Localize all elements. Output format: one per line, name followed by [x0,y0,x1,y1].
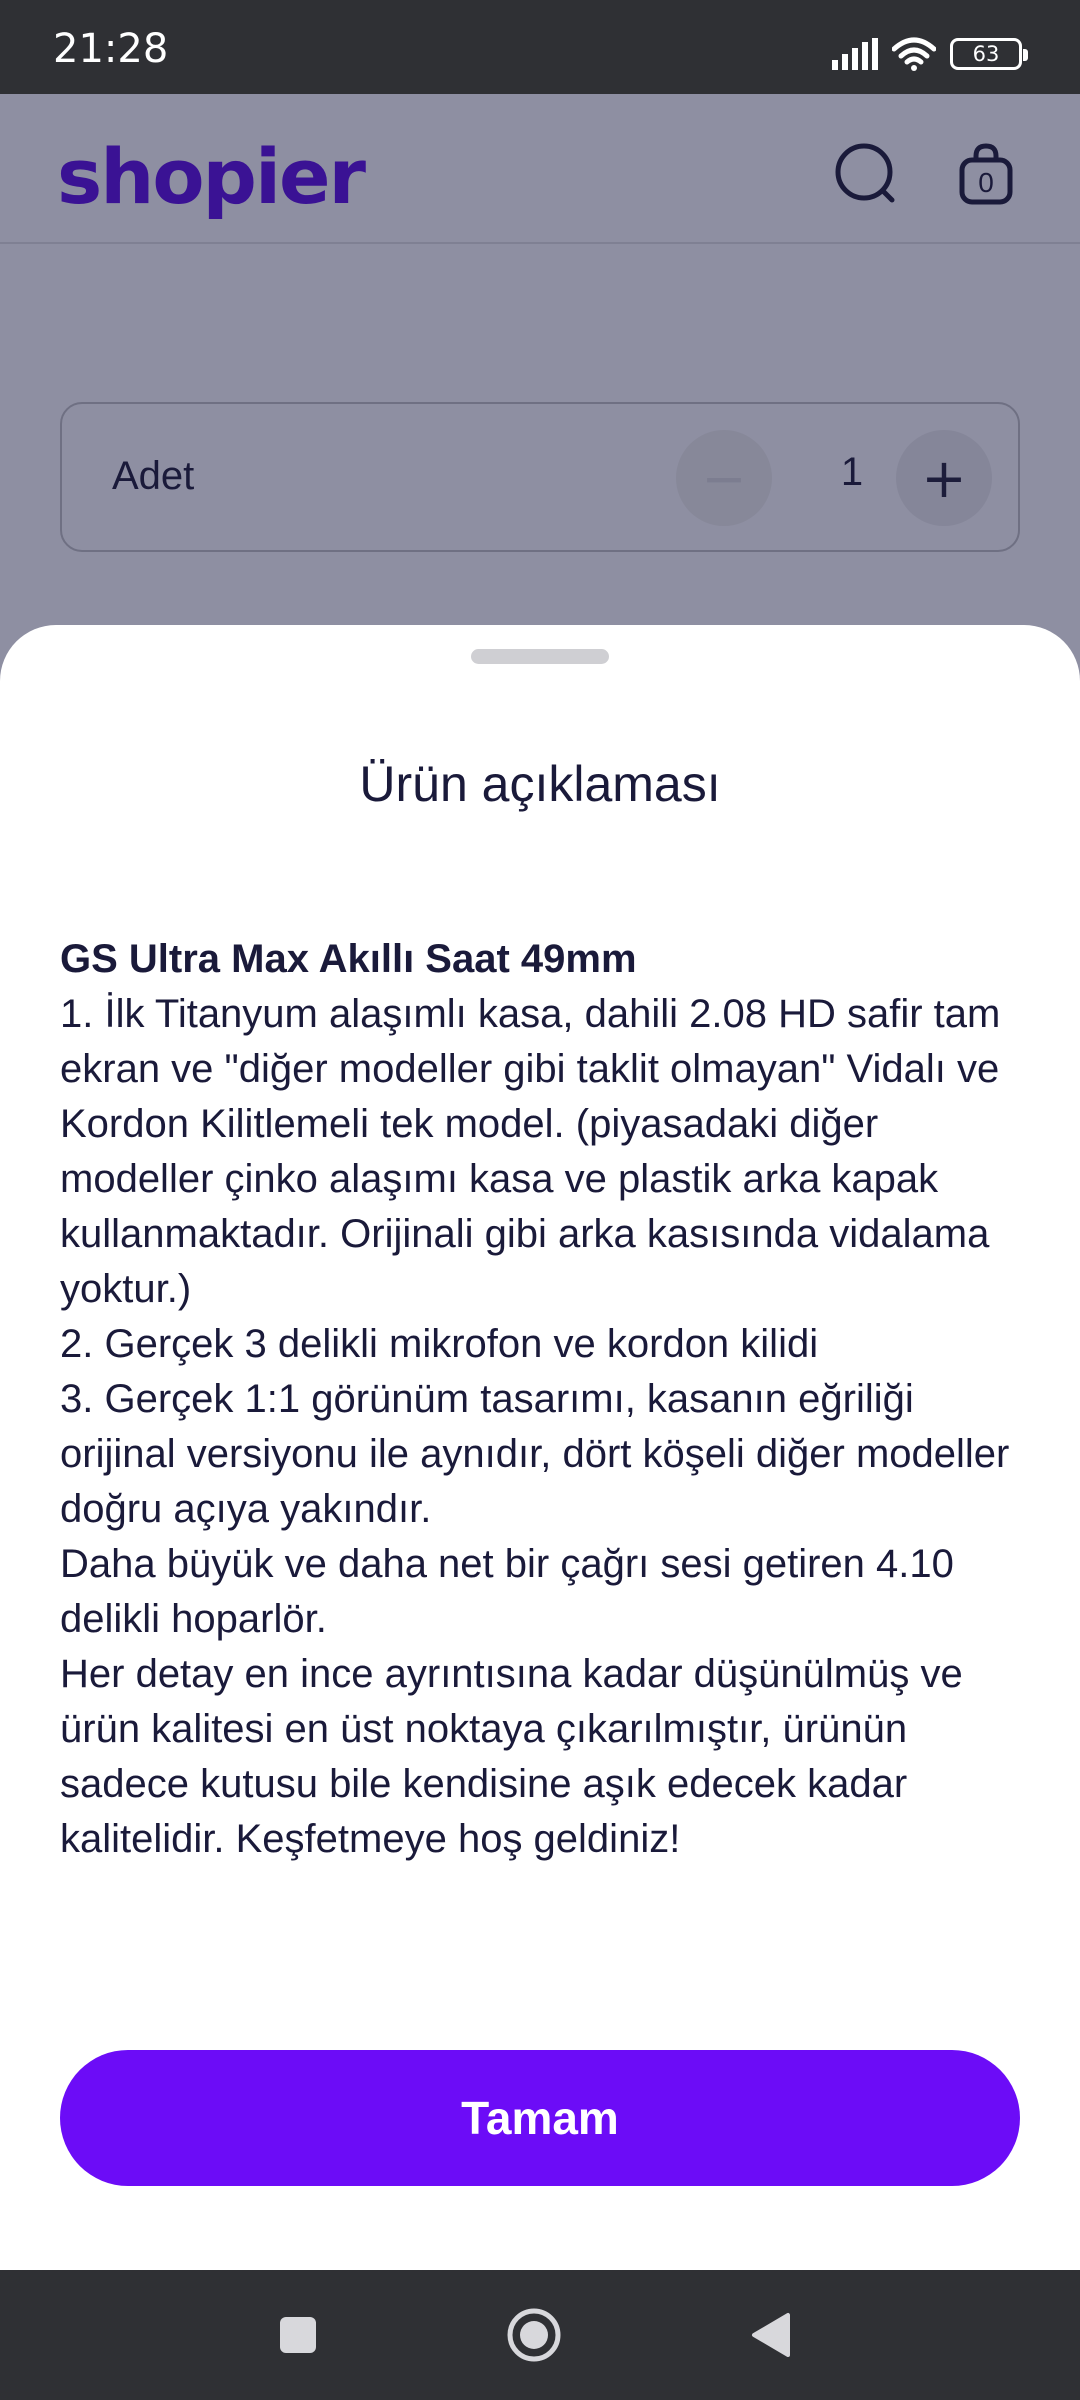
recent-apps-button[interactable] [238,2270,358,2400]
battery-icon [950,38,1022,70]
sheet-drag-handle[interactable] [471,649,609,664]
product-description-sheet [0,625,1080,2270]
ok-button[interactable]: Tamam [60,2050,1020,2186]
quantity-value: 1 [840,450,864,494]
status-icons [832,34,1022,74]
navigation-bar [0,2270,1080,2400]
product-description [60,932,1020,1867]
decrease-quantity-button[interactable]: − [676,430,772,526]
wifi-icon [892,37,936,71]
description-paragraph: 2. Gerçek 3 delikli mikrofon ve kordon kilidi [60,1322,819,1366]
home-button[interactable] [474,2270,594,2400]
search-icon[interactable] [834,142,898,206]
home-icon [506,2307,562,2363]
shopier-logo[interactable]: shopier [57,132,365,221]
signal-icon [832,38,878,70]
increase-quantity-button[interactable]: + [896,430,992,526]
cart-count: 0 [978,167,994,198]
description-paragraph: 1. İlk Titanyum alaşımlı kasa, dahili 2.08 HD safir tam ekran ve "diğer modeller gibi taklit olmayan" Vidalı ve Kordon Kilitlemeli tek model. (piyasadaki diğer modeller çinko alaşımı kasa ve plastik arka kapak kullanmaktadır. Orijinali gibi arka kasısında vidalama yoktur.) [60,992,1001,1311]
shopping-bag-icon[interactable] [954,142,1018,206]
sheet-title: Ürün açıklaması [359,756,721,812]
description-paragraph: 3. Gerçek 1:1 görünüm tasarımı, kasanın eğriliği orijinal versiyonu ile aynıdır, dört köşeli diğer modeller doğru açıya yakındır. [60,1377,1010,1531]
battery-level: 63 [972,42,1000,66]
back-icon [748,2311,792,2359]
status-bar [0,0,1080,94]
description-paragraph: Daha büyük ve daha net bir çağrı sesi getiren 4.10 delikli hoparlör. [60,1542,954,1641]
app-header [0,94,1080,244]
description-paragraph: Her detay en ince ayrıntısına kadar düşünülmüş ve ürün kalitesi en üst noktaya çıkarılmıştır, ürünün sadece kutusu bile kendisine aşık edecek kadar kalitelidir. Keşfetmeye hoş geldiniz! [60,1652,963,1861]
product-name: GS Ultra Max Akıllı Saat 49mm [60,937,637,981]
status-time: 21:28 [53,26,169,72]
quantity-stepper [60,402,1020,552]
back-button[interactable] [710,2270,830,2400]
quantity-label: Adet [112,454,195,498]
recent-apps-icon [278,2315,318,2355]
